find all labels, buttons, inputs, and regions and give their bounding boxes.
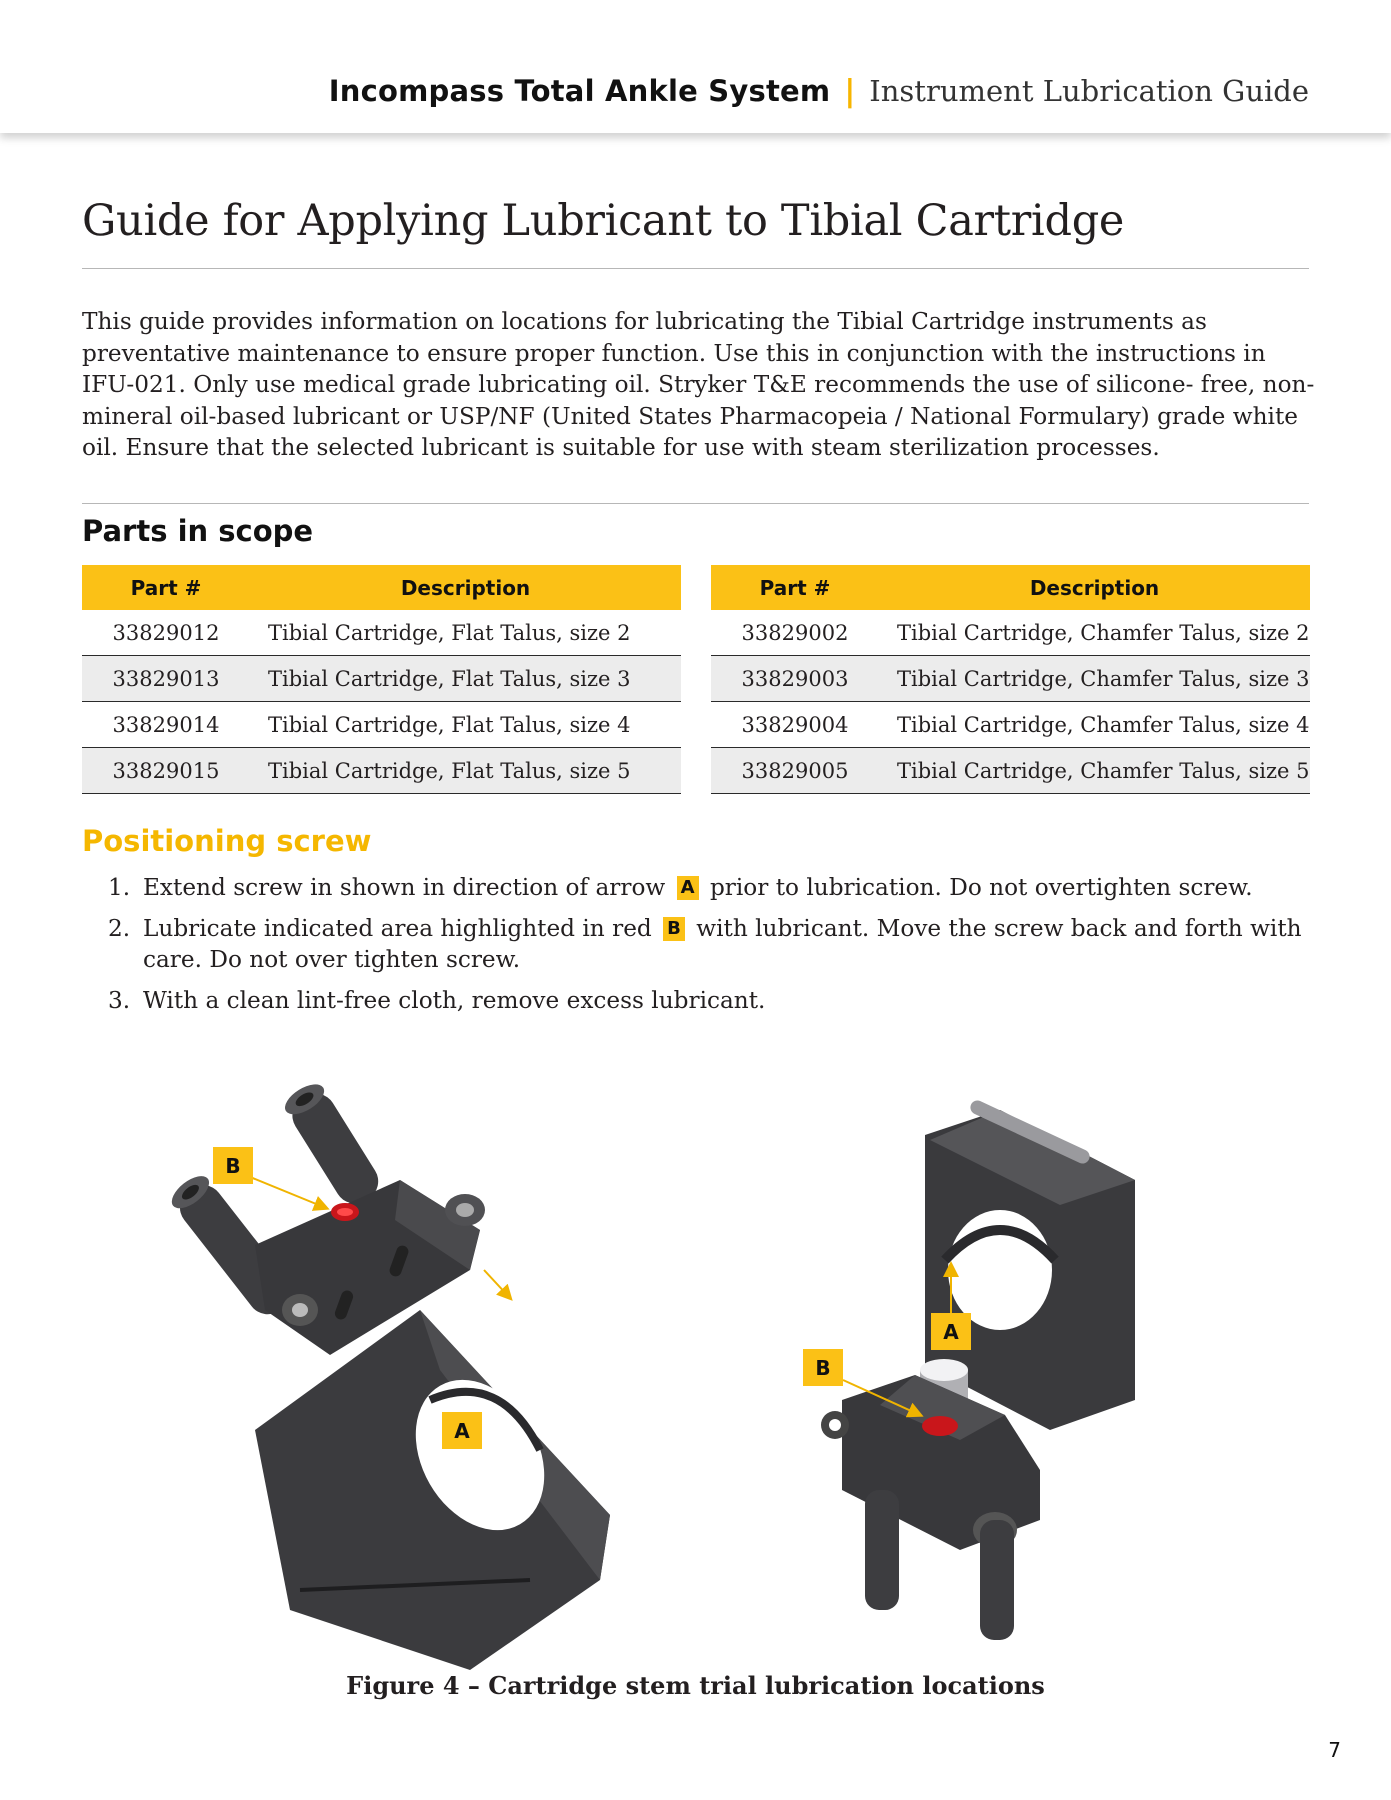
part-description: Tibial Cartridge, Flat Talus, size 2 <box>250 610 681 656</box>
lubrication-figure <box>0 1070 1391 1670</box>
part-description: Tibial Cartridge, Chamfer Talus, size 2 <box>879 610 1310 656</box>
intro-paragraph: This guide provides information on locations for lubricating the Tibial Cartridge instruments as preventative maintenance to ensure proper function. Use this in conjunction with the instructions in IFU-021. Only use medical grade lubricating oil. Stryker T&E recommends the use of silicone- free, non-mineral oil-based lubricant or USP/NF (United States Pharmacopeia / National Formulary) grade white oil. Ensure that the selected lubricant is suitable for use with steam sterilization processes. <box>82 308 1315 461</box>
part-number: 33829003 <box>711 656 879 702</box>
parts-heading: Parts in scope <box>82 514 314 548</box>
part-description: Tibial Cartridge, Chamfer Talus, size 3 <box>879 656 1310 702</box>
part-number: 33829013 <box>82 656 250 702</box>
step-number: 3. <box>108 987 131 1014</box>
table-row <box>82 610 681 656</box>
positioning-steps <box>108 872 1308 1026</box>
part-description: Tibial Cartridge, Flat Talus, size 3 <box>250 656 681 702</box>
table-row <box>82 702 681 748</box>
step-number: 1. <box>108 874 131 901</box>
column-header-description: Description <box>879 565 1310 610</box>
part-number: 33829015 <box>82 748 250 794</box>
cartridge-illustration <box>0 1070 1391 1670</box>
column-header-description: Description <box>250 565 681 610</box>
section-divider <box>82 503 1309 504</box>
step-text-continued: prior to lubrication. Do not overtighten screw. <box>709 874 1253 901</box>
part-description: Tibial Cartridge, Flat Talus, size 5 <box>250 748 681 794</box>
table-header-row <box>82 565 681 610</box>
part-number: 33829005 <box>711 748 879 794</box>
header-brand: Incompass Total Ankle System <box>328 74 831 108</box>
step-text: Extend screw in shown in direction of arrow <box>143 874 666 901</box>
page-header <box>0 0 1391 133</box>
table-row <box>711 748 1310 794</box>
list-item <box>108 913 1308 975</box>
callout-b-right: B <box>803 1349 843 1386</box>
part-description: Tibial Cartridge, Flat Talus, size 4 <box>250 702 681 748</box>
parts-table-chamfer <box>711 565 1310 794</box>
step-text: Lubricate indicated area highlighted in red <box>143 915 652 942</box>
table-row <box>711 656 1310 702</box>
callout-tag-b: B <box>663 917 685 941</box>
list-item <box>108 985 1308 1016</box>
page-number: 7 <box>1328 1738 1341 1762</box>
callout-a-right: A <box>931 1313 971 1350</box>
part-description: Tibial Cartridge, Chamfer Talus, size 5 <box>879 748 1310 794</box>
step-number: 2. <box>108 915 131 942</box>
step-text-continued: with lubricant. Move the screw back and forth with care. Do not over tighten screw. <box>143 915 1302 973</box>
positioning-heading: Positioning screw <box>82 824 372 858</box>
table-header-row <box>711 565 1310 610</box>
part-number: 33829012 <box>82 610 250 656</box>
part-description: Tibial Cartridge, Chamfer Talus, size 4 <box>879 702 1310 748</box>
callout-tag-a: A <box>677 876 699 900</box>
cartridge-right-illustration <box>821 1098 1135 1640</box>
step-text: With a clean lint-free cloth, remove excess lubricant. <box>143 987 766 1014</box>
table-row <box>711 702 1310 748</box>
parts-table-flat <box>82 565 681 794</box>
column-header-part: Part # <box>82 565 250 610</box>
part-number: 33829014 <box>82 702 250 748</box>
header-separator: | <box>844 74 856 109</box>
callout-b-left: B <box>213 1147 253 1184</box>
table-row <box>82 748 681 794</box>
figure-caption: Figure 4 – Cartridge stem trial lubrication locations <box>346 1671 1045 1700</box>
header-subtitle: Instrument Lubrication Guide <box>869 74 1309 108</box>
part-number: 33829002 <box>711 610 879 656</box>
callout-a-left: A <box>442 1412 482 1449</box>
column-header-part: Part # <box>711 565 879 610</box>
table-row <box>711 610 1310 656</box>
part-number: 33829004 <box>711 702 879 748</box>
title-divider <box>82 268 1309 269</box>
header-title-group <box>329 74 1309 109</box>
leader-line-a-left <box>484 1270 510 1298</box>
list-item <box>108 872 1308 903</box>
table-row <box>82 656 681 702</box>
page-title: Guide for Applying Lubricant to Tibial Cartridge <box>82 196 1125 246</box>
